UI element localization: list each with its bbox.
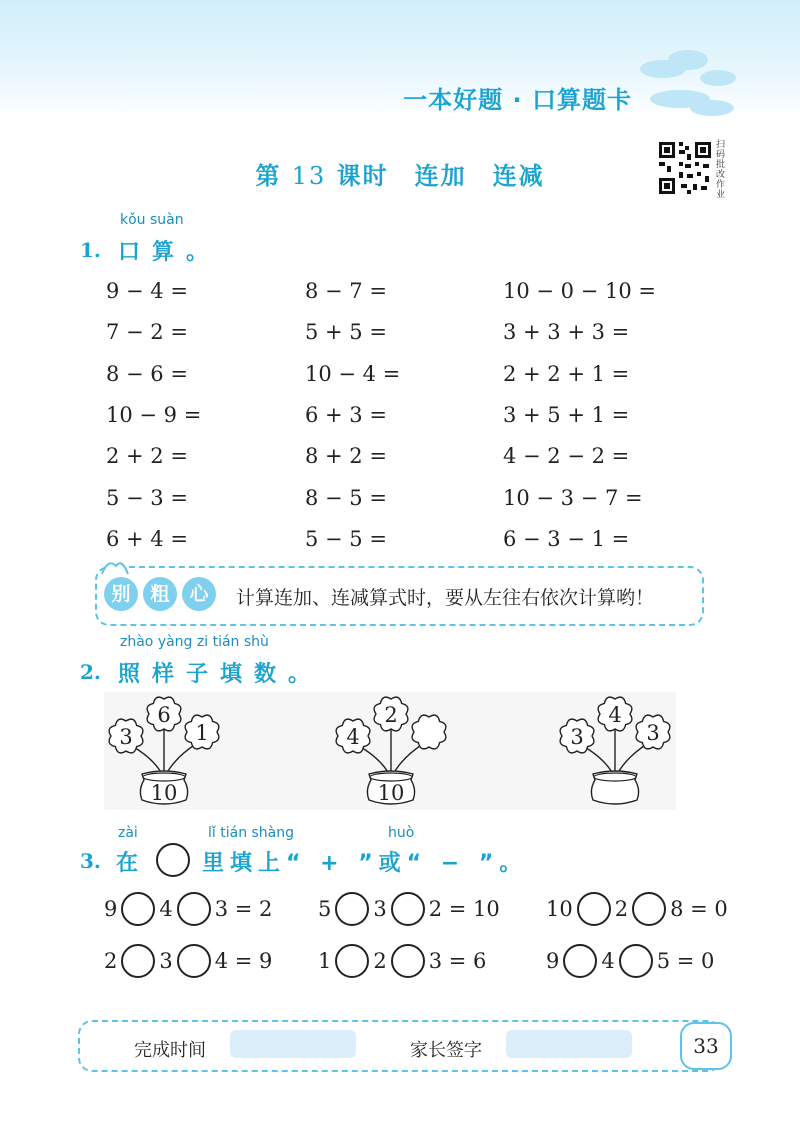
section3-title-a: 在 — [116, 851, 143, 876]
operand: 5 — [318, 897, 332, 921]
oral-calc-equation: 8 − 7 = — [305, 279, 387, 303]
flower-right-number: 1 — [195, 721, 209, 745]
cloud-decoration — [668, 50, 708, 70]
oral-calc-equation: 2 + 2 = — [106, 444, 188, 469]
section3-number: 3. — [80, 849, 101, 873]
section3-title-b: 里填上“ + ”或“ − ”。 — [202, 851, 528, 876]
pot-number: 10 — [150, 781, 178, 805]
oral-calc-equation: 10 − 4 = — [305, 361, 401, 386]
operand: 1 — [318, 949, 332, 973]
fill-sign-equation — [546, 892, 728, 926]
oral-calc-equation: 6 − 3 − 1 = — [503, 526, 630, 551]
operand: 4 — [159, 897, 173, 921]
pot-number: 10 — [377, 781, 405, 805]
sign-blank-circle[interactable] — [177, 892, 211, 926]
oral-calc-equation: 9 − 4 = — [106, 279, 188, 303]
qr-label: 扫码批改作业 — [716, 140, 726, 200]
equation-result: 4 = 9 — [214, 949, 273, 973]
sign-blank-circle[interactable] — [391, 892, 425, 926]
lesson-title-prefix: 第 — [255, 162, 282, 190]
cat-ear-icon — [100, 556, 130, 576]
sign-blank-circle[interactable] — [577, 892, 611, 926]
oral-calc-equation: 8 − 5 = — [305, 485, 387, 510]
equation-result: 8 = 0 — [670, 897, 728, 921]
oral-calc-equation: 7 − 2 = — [106, 320, 188, 345]
completion-time-field[interactable] — [230, 1030, 356, 1058]
oral-calc-equation: 5 − 5 = — [305, 526, 387, 551]
section3-pinyin-huo: huò — [388, 825, 415, 841]
tip-text: 计算连加、连减算式时，要从左往右依次计算哟！ — [236, 587, 655, 609]
fill-sign-equation — [318, 944, 486, 978]
oral-calc-equation: 2 + 2 + 1 = — [503, 361, 630, 386]
flower-top-number: 6 — [157, 703, 171, 727]
sign-blank-circle[interactable] — [563, 944, 597, 978]
section3-pinyin-zai: zài — [118, 825, 138, 841]
tip-bubble: 别 — [104, 577, 138, 611]
tip-bubble: 心 — [182, 577, 216, 611]
flower-pot-diagram — [333, 690, 453, 812]
oral-calc-equation: 8 + 2 = — [305, 444, 387, 469]
flower-top-number: 4 — [608, 703, 622, 727]
cloud-decoration — [690, 100, 734, 116]
flower-top-number: 2 — [384, 703, 398, 727]
oral-calc-equation: 8 − 6 = — [106, 361, 188, 386]
oral-calc-equation: 6 + 3 = — [305, 402, 387, 427]
oral-calc-equation: 3 + 5 + 1 = — [503, 402, 630, 427]
fill-sign-equation — [546, 944, 714, 978]
cloud-decoration — [700, 70, 736, 86]
flower-left-number: 3 — [119, 725, 133, 749]
section2-pinyin: zhào yàng zi tián shù — [120, 634, 269, 650]
sign-blank-circle[interactable] — [177, 944, 211, 978]
equation-result: 2 = 10 — [428, 897, 500, 921]
oral-calc-equation: 10 − 9 = — [106, 402, 202, 427]
section3-pinyin-li: lǐ tián shàng — [208, 825, 295, 841]
title-blank-circle — [156, 843, 190, 877]
equation-result: 3 = 6 — [428, 949, 487, 973]
oral-calc-equation: 4 − 2 − 2 = — [503, 444, 630, 469]
lesson-number: 13 — [291, 162, 327, 190]
sign-blank-circle[interactable] — [619, 944, 653, 978]
operand: 9 — [546, 949, 560, 973]
sign-blank-circle[interactable] — [335, 944, 369, 978]
parent-signature-field[interactable] — [506, 1030, 632, 1058]
equation-result: 5 = 0 — [656, 949, 715, 973]
qr-code-icon[interactable] — [657, 140, 713, 196]
section2-number: 2. — [80, 660, 101, 684]
flower-left-number: 4 — [346, 725, 360, 749]
brand-title: 一本好题 · 口算题卡 — [403, 86, 632, 114]
lesson-title-rest: 课时 连加 连减 — [336, 162, 545, 190]
flower-pot-diagram — [557, 690, 677, 812]
flower-pot-diagram — [106, 690, 226, 812]
section1-pinyin: kǒu suàn — [120, 212, 184, 228]
fill-sign-equation — [318, 892, 500, 926]
operand: 9 — [104, 897, 118, 921]
sign-blank-circle[interactable] — [121, 892, 155, 926]
oral-calc-equation: 6 + 4 = — [106, 526, 188, 551]
oral-calc-equation: 10 − 0 − 10 = — [503, 279, 656, 303]
operand: 10 — [546, 897, 573, 921]
sign-blank-circle[interactable] — [632, 892, 666, 926]
flower-right-number: 3 — [646, 721, 660, 745]
equation-result: 3 = 2 — [214, 897, 273, 921]
fill-sign-equation — [104, 892, 272, 926]
operand: 3 — [159, 949, 173, 973]
flower-left-number: 3 — [570, 725, 584, 749]
oral-calc-equation: 5 + 5 = — [305, 320, 387, 345]
section1-number: 1. — [80, 238, 101, 262]
sign-blank-circle[interactable] — [391, 944, 425, 978]
tip-bubble: 粗 — [143, 577, 177, 611]
section1-title: 口算。 — [118, 240, 221, 265]
sign-blank-circle[interactable] — [121, 944, 155, 978]
flower-right — [412, 715, 446, 749]
operand: 2 — [104, 949, 118, 973]
completion-time-label: 完成时间 — [134, 1040, 206, 1061]
fill-sign-equation — [104, 944, 272, 978]
page-number: 33 — [680, 1022, 732, 1070]
parent-signature-label: 家长签字 — [410, 1040, 482, 1061]
oral-calc-equation: 10 − 3 − 7 = — [503, 485, 643, 510]
operand: 2 — [373, 949, 387, 973]
oral-calc-equation: 5 − 3 = — [106, 485, 188, 510]
sign-blank-circle[interactable] — [335, 892, 369, 926]
operand: 3 — [373, 897, 387, 921]
section2-title: 照样子填数。 — [118, 662, 323, 687]
operand: 4 — [601, 949, 615, 973]
oral-calc-equation: 3 + 3 + 3 = — [503, 320, 630, 345]
operand: 2 — [614, 897, 629, 921]
